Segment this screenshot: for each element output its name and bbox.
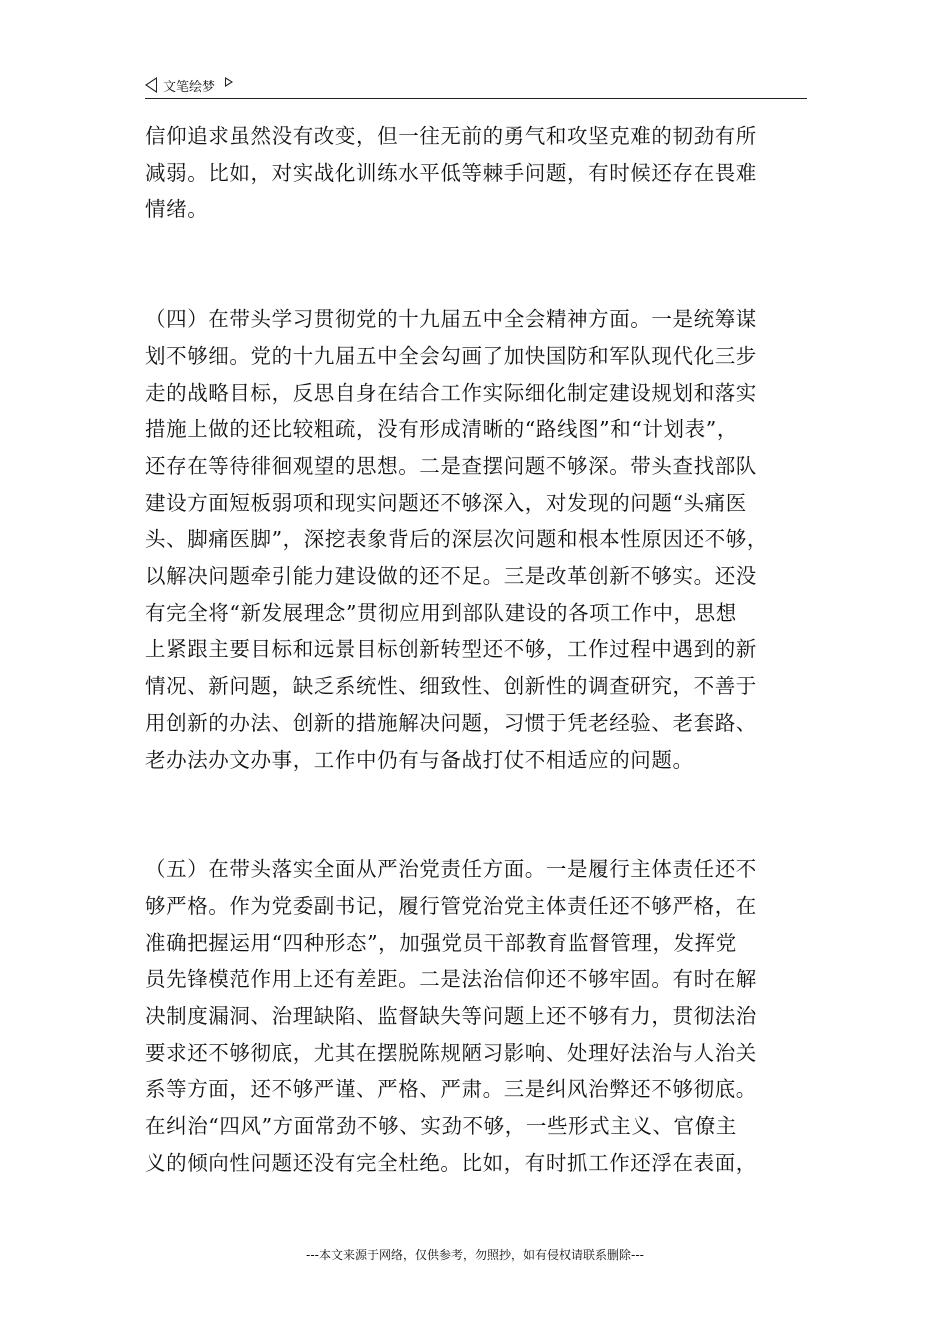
text-line: 以解决问题牵引能力建设做的还不足。三是改革创新不够实。还没 xyxy=(145,564,757,589)
text-line: 老办法办文办事，工作中仍有与备战打仗不相适应的问题。 xyxy=(145,747,694,772)
document-body xyxy=(145,118,810,1182)
triangle-left-icon xyxy=(145,77,157,93)
text-line: 头、脚痛医脚”，深挖表象背后的深层次问题和根本性原因还不够， xyxy=(145,527,768,552)
text-line: 有完全将“新发展理念”贯彻应用到部队建设的各项工作中，思想 xyxy=(145,600,737,625)
text-line: 用创新的办法、创新的措施解决问题，习惯于凭老经验、老套路、 xyxy=(145,710,757,735)
paragraph-1 xyxy=(145,118,810,228)
text-line: （四）在带头学习贯彻党的十九届五中全会精神方面。一是统筹谋 xyxy=(145,307,757,332)
text-line: 够严格。作为党委副书记，履行管党治党主体责任还不够严格，在 xyxy=(145,893,757,918)
paragraph-2 xyxy=(145,301,810,778)
text-line: 系等方面，还不够严谨、严格、严肃。三是纠风治弊还不够彻底。 xyxy=(145,1077,757,1102)
text-line: 信仰追求虽然没有改变，但一往无前的勇气和攻坚克难的韧劲有所 xyxy=(145,124,757,148)
text-line: 还存在等待徘徊观望的思想。二是查摆问题不够深。带头查找部队 xyxy=(145,453,757,478)
text-line: 义的倾向性问题还没有完全杜绝。比如，有时抓工作还浮在表面， xyxy=(145,1150,757,1175)
text-line: 划不够细。党的十九届五中全会勾画了加快国防和军队现代化三步 xyxy=(145,343,757,368)
text-line: 员先锋模范作用上还有差距。二是法治信仰还不够牢固。有时在解 xyxy=(145,967,757,992)
text-line: （五）在带头落实全面从严治党责任方面。一是履行主体责任还不 xyxy=(145,857,757,882)
text-line: 准确把握运用“四种形态”，加强党员干部教育监督管理，发挥党 xyxy=(145,930,737,955)
page-footer: ---本文来源于网络，仅供参考，勿照抄，如有侵权请联系删除--- xyxy=(306,1248,644,1262)
text-line: 在纠治“四风”方面常劲不够、实劲不够，一些形式主义、官僚主 xyxy=(145,1114,737,1139)
text-line: 上紧跟主要目标和远景目标创新转型还不够，工作过程中遇到的新 xyxy=(145,637,757,662)
page-header xyxy=(145,72,807,99)
paragraph-3 xyxy=(145,851,810,1181)
text-line: 减弱。比如，对实战化训练水平低等棘手问题，有时候还存在畏难 xyxy=(145,160,757,185)
text-line: 建设方面短板弱项和现实问题还不够深入，对发现的问题“头痛医 xyxy=(145,490,747,515)
text-line: 情绪。 xyxy=(145,197,209,222)
text-line: 要求还不够彻底，尤其在摆脱陈规陋习影响、处理好法治与人治关 xyxy=(145,1040,757,1065)
text-line: 决制度漏洞、治理缺陷、监督缺失等问题上还不够有力，贯彻法治 xyxy=(145,1004,757,1029)
text-line: 走的战略目标，反思自身在结合工作实际细化制定建设规划和落实 xyxy=(145,380,757,405)
text-line: 措施上做的还比较粗疏，没有形成清晰的“路线图”和“计划表”， xyxy=(145,417,738,442)
header-title: 文笔绘梦 xyxy=(163,79,216,95)
triangle-right-icon xyxy=(225,77,233,87)
text-line: 情况、新问题，缺乏系统性、细致性、创新性的调查研究，不善于 xyxy=(145,674,757,699)
